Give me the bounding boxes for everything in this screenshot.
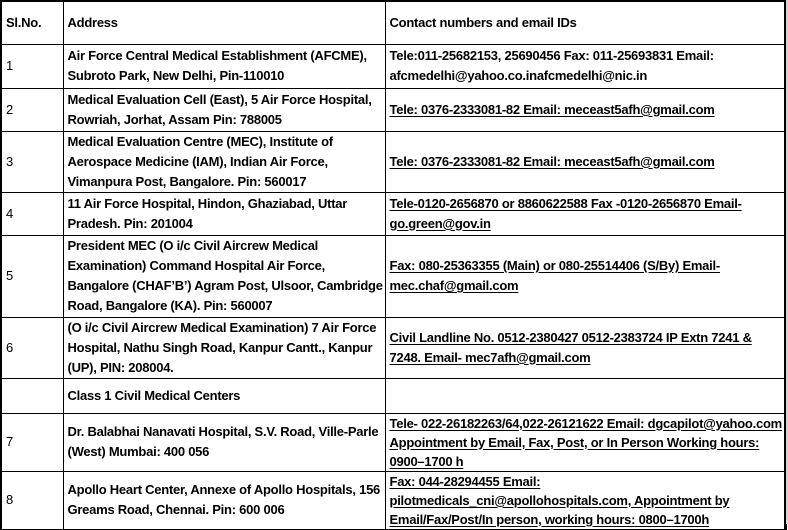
row-slno (1, 378, 63, 413)
row-contact: Tele:011-25682153, 25690456 Fax: 011-25693831 Email: afcmedelhi@yahoo.co.inafcmedelhi@nic.in (385, 44, 785, 88)
contact-link[interactable]: Tele-0120-2656870 or 8860622588 Fax -0120-2656870 Email-go.green@gov.in (389, 195, 742, 231)
table-row (1, 471, 785, 529)
table-row (1, 413, 785, 471)
table-row (1, 131, 785, 192)
row-contact-cell (385, 471, 785, 529)
contact-link[interactable]: Tele: 0376-2333081-82 Email: meceast5afh@gmail.com (389, 101, 715, 117)
table-row (1, 192, 785, 235)
row-contact-cell (385, 413, 785, 471)
row-slno: 2 (1, 88, 63, 131)
table-row (1, 44, 785, 88)
section-title: Class 1 Civil Medical Centers (63, 378, 385, 413)
contact-link[interactable]: Civil Landline No. 0512-2380427 0512-2383724 IP Extn 7241 & 7248. Email- mec7afh@gmail.com (389, 329, 752, 365)
row-address: Air Force Central Medical Establishment (AFCME), Subroto Park, New Delhi, Pin-110010 (63, 44, 385, 88)
row-slno: 8 (1, 471, 63, 529)
row-slno: 5 (1, 235, 63, 317)
contact-link[interactable]: Tele: 0376-2333081-82 Email: meceast5afh@gmail.com (389, 153, 715, 169)
row-address: (O i/c Civil Aircrew Medical Examination) 7 Air Force Hospital, Nathu Singh Road, Kanpur Cantt., Kanpur (UP), PIN: 208004. (63, 317, 385, 378)
table-row (1, 235, 785, 317)
row-contact-cell (385, 88, 785, 131)
row-slno: 3 (1, 131, 63, 192)
row-address: President MEC (O i/c Civil Aircrew Medical Examination) Command Hospital Air Force, Bangalore (CHAF’B’) Agram Post, Ulsoor, Cambridge Road, Bangalore (KA). Pin: 560007 (63, 235, 385, 317)
row-address: 11 Air Force Hospital, Hindon, Ghaziabad, Uttar Pradesh. Pin: 201004 (63, 192, 385, 235)
contact-link[interactable]: Fax: 044-28294455 Email: pilotmedicals_cni@apollohospitals.com, Appointment by Email/Fax/Post/In person, working hours: 0800–1700h (389, 473, 730, 527)
row-contact-cell (385, 317, 785, 378)
contact-link[interactable]: Tele- 022-26182263/64,022-26121622 Email: dgcapilot@yahoo.com Appointment by Email, Fax, Post, or In Person Working hours: 0900–1700 h (389, 415, 782, 469)
row-address: Medical Evaluation Centre (MEC), Institute of Aerospace Medicine (IAM), Indian Air Force, Vimanpura Post, Bangalore. Pin: 560017 (63, 131, 385, 192)
header-slno: Sl.No. (1, 1, 63, 44)
section-row-class1 (1, 378, 785, 413)
table-row (1, 317, 785, 378)
row-address: Apollo Heart Center, Annexe of Apollo Hospitals, 156 Greams Road, Chennai. Pin: 600 006 (63, 471, 385, 529)
table-row (1, 88, 785, 131)
row-contact-cell (385, 131, 785, 192)
row-contact-cell (385, 235, 785, 317)
row-address: Dr. Balabhai Nanavati Hospital, S.V. Road, Ville-Parle (West) Mumbai: 400 056 (63, 413, 385, 471)
row-contact (385, 378, 785, 413)
row-slno: 1 (1, 44, 63, 88)
row-contact-cell (385, 192, 785, 235)
header-contact: Contact numbers and email IDs (385, 1, 785, 44)
row-address: Medical Evaluation Cell (East), 5 Air Force Hospital, Rowriah, Jorhat, Assam Pin: 788005 (63, 88, 385, 131)
table-header-row (1, 1, 785, 44)
header-address: Address (63, 1, 385, 44)
row-slno: 4 (1, 192, 63, 235)
row-slno: 7 (1, 413, 63, 471)
contact-link[interactable]: Fax: 080-25363355 (Main) or 080-25514406 (S/By) Email- mec.chaf@gmail.com (389, 258, 720, 293)
row-slno: 6 (1, 317, 63, 378)
